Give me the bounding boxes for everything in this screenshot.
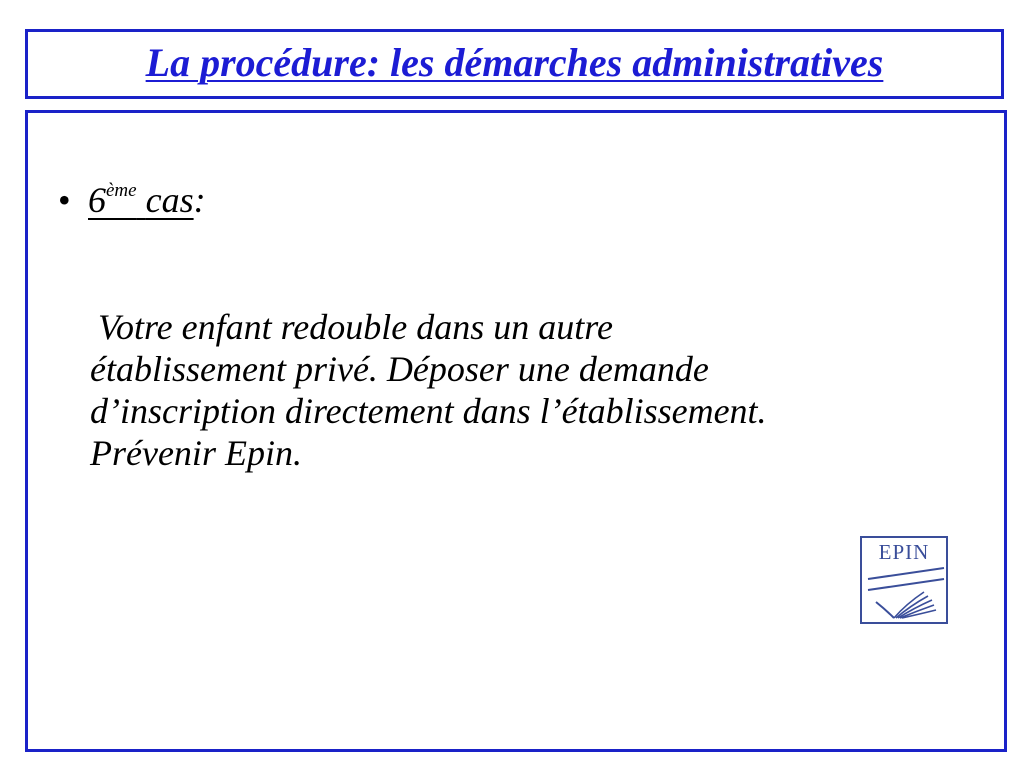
case-colon: : [193,180,206,220]
body-line: établissement privé. Déposer une demande [90,349,709,389]
case-word: cas [145,180,194,220]
body-paragraph [90,306,990,474]
logo-text: EPIN [878,540,930,564]
body-line: d’inscription directement dans l’établissement. [90,391,767,431]
title-box [25,29,1004,99]
case-label [88,180,194,220]
body-line: Votre enfant redouble dans un autre [98,307,613,347]
content-box [25,110,1007,752]
epin-logo [860,536,948,624]
case-number: 6 [88,180,106,220]
bullet-item [58,179,206,221]
book-icon [862,538,946,622]
slide-title: La procédure: les démarches administratives [145,39,884,85]
case-superscript: ème [106,180,137,201]
bullet-marker: • [58,180,71,220]
body-line: Prévenir Epin. [90,433,302,473]
